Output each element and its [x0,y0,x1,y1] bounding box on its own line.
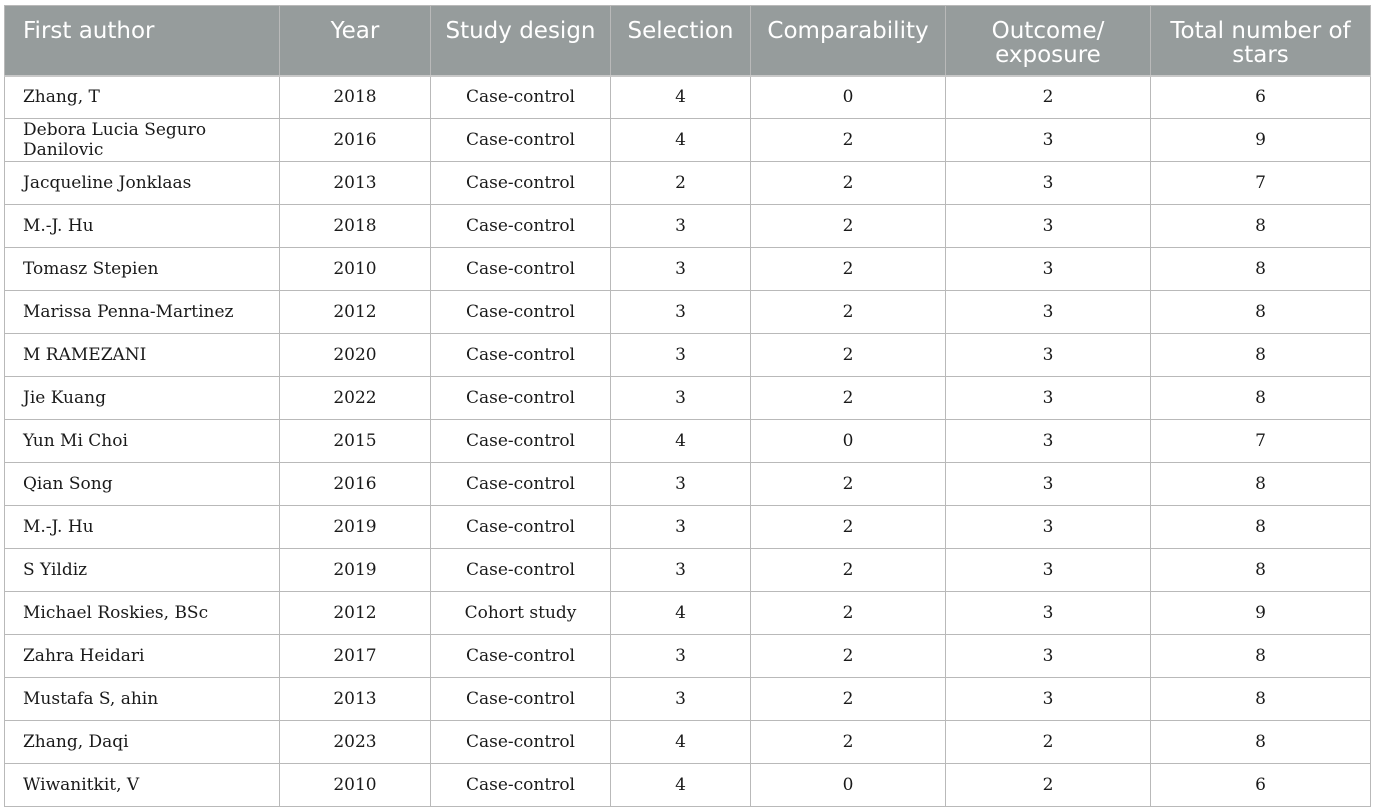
cell-year: 2022 [280,377,431,420]
cell-total-stars: 7 [1151,420,1371,463]
cell-total-stars: 8 [1151,334,1371,377]
cell-selection: 4 [611,721,751,764]
cell-comparability: 2 [751,205,946,248]
cell-total-stars: 8 [1151,377,1371,420]
cell-year: 2016 [280,463,431,506]
header-total-line1: Total number of [1170,18,1351,44]
cell-year: 2013 [280,678,431,721]
cell-total-stars: 8 [1151,291,1371,334]
cell-first-author: Mustafa S, ahin [5,678,280,721]
cell-outcome-exposure: 3 [946,248,1151,291]
cell-year: 2020 [280,334,431,377]
cell-outcome-exposure: 3 [946,420,1151,463]
cell-total-stars: 8 [1151,635,1371,678]
cell-comparability: 2 [751,678,946,721]
cell-outcome-exposure: 3 [946,205,1151,248]
cell-comparability: 2 [751,248,946,291]
cell-comparability: 0 [751,420,946,463]
cell-total-stars: 9 [1151,119,1371,162]
cell-first-author: Zhang, T [5,76,280,119]
cell-first-author: Yun Mi Choi [5,420,280,463]
cell-selection: 3 [611,205,751,248]
table-row [5,721,1371,764]
cell-first-author: Michael Roskies, BSc [5,592,280,635]
cell-comparability: 2 [751,549,946,592]
cell-total-stars: 7 [1151,162,1371,205]
cell-total-stars: 6 [1151,764,1371,807]
cell-study-design: Case-control [431,420,611,463]
cell-study-design: Case-control [431,119,611,162]
cell-year: 2018 [280,76,431,119]
cell-total-stars: 8 [1151,506,1371,549]
cell-study-design: Case-control [431,721,611,764]
cell-study-design: Case-control [431,377,611,420]
cell-outcome-exposure: 2 [946,721,1151,764]
cell-study-design: Case-control [431,162,611,205]
quality-assessment-table [4,5,1371,807]
table-row [5,764,1371,807]
cell-outcome-exposure: 3 [946,549,1151,592]
cell-study-design: Case-control [431,549,611,592]
cell-total-stars: 6 [1151,76,1371,119]
cell-study-design: Case-control [431,76,611,119]
header-first-author: First author [5,6,280,76]
cell-total-stars: 8 [1151,463,1371,506]
table-row [5,119,1371,162]
cell-year: 2019 [280,506,431,549]
header-row [5,6,1371,76]
header-total-line2: stars [1232,42,1289,68]
cell-total-stars: 8 [1151,248,1371,291]
cell-comparability: 2 [751,162,946,205]
header-outcome-exposure [946,6,1151,76]
cell-outcome-exposure: 3 [946,291,1151,334]
cell-selection: 3 [611,377,751,420]
cell-selection: 3 [611,506,751,549]
cell-first-author: Qian Song [5,463,280,506]
cell-outcome-exposure: 2 [946,764,1151,807]
table-row [5,463,1371,506]
cell-study-design: Case-control [431,334,611,377]
table-row [5,678,1371,721]
cell-first-author: Debora Lucia Seguro Danilovic [5,119,280,162]
table-row [5,248,1371,291]
cell-study-design: Case-control [431,463,611,506]
cell-year: 2017 [280,635,431,678]
cell-total-stars: 8 [1151,721,1371,764]
cell-first-author: Jacqueline Jonklaas [5,162,280,205]
cell-total-stars: 8 [1151,678,1371,721]
cell-outcome-exposure: 3 [946,592,1151,635]
cell-first-author: Zhang, Daqi [5,721,280,764]
cell-selection: 3 [611,248,751,291]
table-row [5,549,1371,592]
cell-year: 2016 [280,119,431,162]
cell-year: 2023 [280,721,431,764]
cell-year: 2010 [280,248,431,291]
cell-first-author: Marissa Penna-Martinez [5,291,280,334]
cell-selection: 4 [611,119,751,162]
cell-outcome-exposure: 3 [946,506,1151,549]
cell-study-design: Case-control [431,506,611,549]
cell-outcome-exposure: 3 [946,162,1151,205]
cell-study-design: Case-control [431,205,611,248]
cell-selection: 4 [611,420,751,463]
cell-outcome-exposure: 3 [946,678,1151,721]
cell-study-design: Case-control [431,764,611,807]
table-row [5,334,1371,377]
cell-selection: 2 [611,162,751,205]
cell-outcome-exposure: 3 [946,463,1151,506]
cell-study-design: Case-control [431,635,611,678]
table-row [5,592,1371,635]
cell-outcome-exposure: 2 [946,76,1151,119]
table-row [5,76,1371,119]
cell-selection: 3 [611,463,751,506]
cell-first-author: M.-J. Hu [5,205,280,248]
header-outcome-line1: Outcome/ [991,18,1105,44]
cell-first-author: M.-J. Hu [5,506,280,549]
table-body [5,76,1371,807]
cell-first-author: M RAMEZANI [5,334,280,377]
header-comparability: Comparability [751,6,946,76]
cell-comparability: 2 [751,334,946,377]
cell-selection: 3 [611,334,751,377]
cell-comparability: 2 [751,463,946,506]
cell-comparability: 2 [751,377,946,420]
table-row [5,420,1371,463]
table-row [5,162,1371,205]
cell-outcome-exposure: 3 [946,334,1151,377]
cell-comparability: 2 [751,119,946,162]
cell-first-author: Zahra Heidari [5,635,280,678]
table-row [5,377,1371,420]
cell-total-stars: 8 [1151,549,1371,592]
cell-year: 2012 [280,592,431,635]
cell-comparability: 2 [751,635,946,678]
cell-selection: 3 [611,678,751,721]
cell-study-design: Case-control [431,248,611,291]
cell-comparability: 2 [751,291,946,334]
cell-outcome-exposure: 3 [946,119,1151,162]
cell-year: 2019 [280,549,431,592]
cell-first-author: S Yildiz [5,549,280,592]
cell-outcome-exposure: 3 [946,377,1151,420]
cell-first-author: Tomasz Stepien [5,248,280,291]
cell-study-design: Case-control [431,291,611,334]
header-study-design: Study design [431,6,611,76]
cell-total-stars: 8 [1151,205,1371,248]
cell-comparability: 2 [751,721,946,764]
cell-outcome-exposure: 3 [946,635,1151,678]
header-selection: Selection [611,6,751,76]
cell-year: 2010 [280,764,431,807]
cell-comparability: 0 [751,764,946,807]
cell-selection: 3 [611,635,751,678]
table-row [5,506,1371,549]
cell-selection: 3 [611,291,751,334]
cell-year: 2018 [280,205,431,248]
cell-first-author: Wiwanitkit, V [5,764,280,807]
header-year: Year [280,6,431,76]
header-outcome-line2: exposure [995,42,1101,68]
cell-selection: 4 [611,764,751,807]
cell-selection: 3 [611,549,751,592]
table-row [5,635,1371,678]
cell-year: 2015 [280,420,431,463]
cell-year: 2013 [280,162,431,205]
cell-study-design: Cohort study [431,592,611,635]
cell-comparability: 0 [751,76,946,119]
cell-total-stars: 9 [1151,592,1371,635]
cell-first-author: Jie Kuang [5,377,280,420]
table-header [5,6,1371,76]
table-row [5,291,1371,334]
table-row [5,205,1371,248]
cell-study-design: Case-control [431,678,611,721]
header-total-stars [1151,6,1371,76]
cell-year: 2012 [280,291,431,334]
cell-selection: 4 [611,76,751,119]
cell-selection: 4 [611,592,751,635]
cell-comparability: 2 [751,592,946,635]
cell-comparability: 2 [751,506,946,549]
